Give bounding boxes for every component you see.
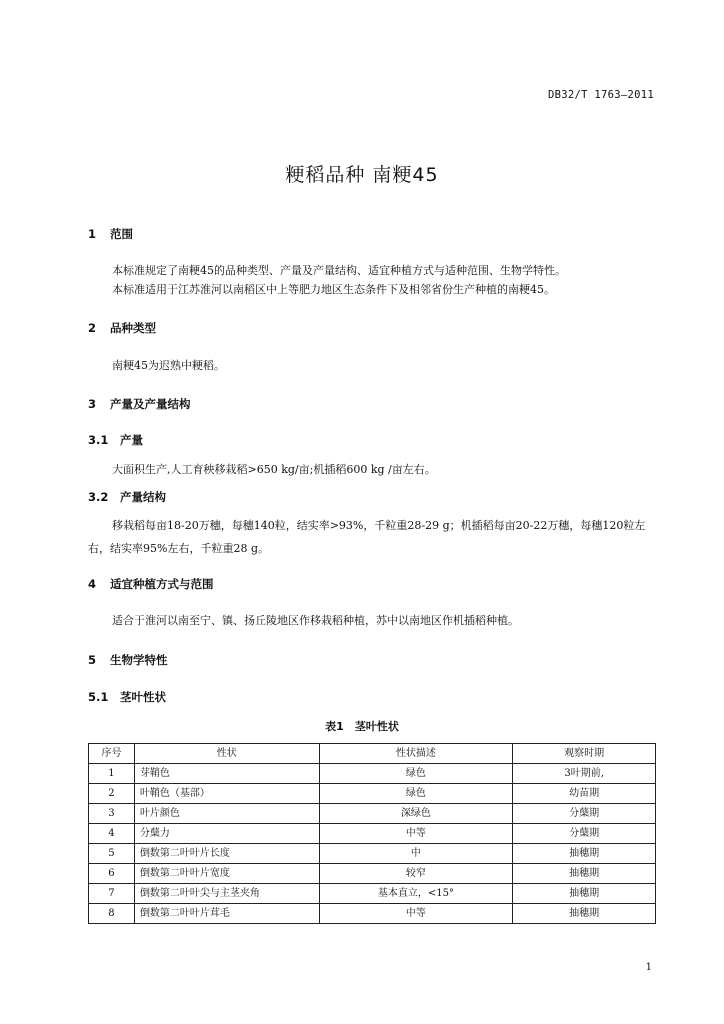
- column-header-trait: 性状: [134, 744, 319, 764]
- cell-observation-period: 抽穗期: [513, 864, 656, 884]
- section-title: 适宜种植方式与范围: [110, 577, 214, 591]
- cell-description: 基本直立，<15°: [319, 884, 513, 904]
- section-1-heading: [88, 226, 133, 242]
- section-title: 产量结构: [120, 490, 167, 504]
- section-number: 3: [88, 397, 97, 411]
- cell-description: 深绿色: [319, 804, 513, 824]
- cell-observation-period: 抽穗期: [513, 844, 656, 864]
- cell-trait: 倒数第二叶叶片茸毛: [134, 904, 319, 924]
- section-number: 3.2: [88, 490, 109, 504]
- cell-index: 4: [89, 824, 135, 844]
- section-2-heading: [88, 320, 156, 336]
- table-row: [89, 824, 656, 844]
- cell-description: 中等: [319, 824, 513, 844]
- section-4-heading: [88, 576, 214, 592]
- page-number: 1: [645, 962, 652, 973]
- cell-index: 8: [89, 904, 135, 924]
- cell-description: 绿色: [319, 764, 513, 784]
- cell-description: 中等: [319, 904, 513, 924]
- table-caption: 表1 茎叶性状: [325, 720, 399, 733]
- cell-index: 6: [89, 864, 135, 884]
- table-row: [89, 784, 656, 804]
- section-number: 5: [88, 653, 97, 667]
- section-3-1-paragraph-1: 大面积生产,人工育秧移栽稻>650 kg/亩;机插稻600 kg /亩左右。: [112, 463, 436, 476]
- section-title: 生物学特性: [110, 653, 168, 667]
- cell-observation-period: 抽穗期: [513, 884, 656, 904]
- cell-index: 7: [89, 884, 135, 904]
- table-header-row: [89, 744, 656, 764]
- standard-code: DB32/T 1763—2011: [548, 89, 654, 101]
- section-number: 3.1: [88, 433, 109, 447]
- cell-trait: 倒数第二叶叶片宽度: [134, 864, 319, 884]
- column-header-observation-period: 观察时期: [513, 744, 656, 764]
- cell-description: 绿色: [319, 784, 513, 804]
- section-title: 产量及产量结构: [110, 397, 191, 411]
- section-1-paragraph-2: 本标准适用于江苏淮河以南稻区中上等肥力地区生态条件下及相邻省份生产种植的南粳45。: [112, 283, 555, 296]
- section-3-2-paragraph-1: 移栽稻每亩18-20万穗，每穗140粒，结实率>93%，千粒重28-29 g；机插稻每亩20-22万穗，每穗120粒左右，结实率95%左右，千粒重28 g。: [88, 519, 646, 555]
- section-3-1-heading: [88, 432, 143, 448]
- section-2-paragraph-1: 南粳45为迟熟中粳稻。: [112, 359, 225, 372]
- cell-index: 3: [89, 804, 135, 824]
- section-number: 2: [88, 321, 97, 335]
- stem-leaf-traits-table: [88, 743, 656, 924]
- table-row: [89, 844, 656, 864]
- cell-observation-period: 分蘖期: [513, 824, 656, 844]
- cell-description: 中: [319, 844, 513, 864]
- section-title: 茎叶性状: [120, 690, 167, 704]
- cell-trait: 叶片颜色: [134, 804, 319, 824]
- cell-observation-period: 抽穗期: [513, 904, 656, 924]
- section-number: 4: [88, 577, 97, 591]
- cell-trait: 芽鞘色: [134, 764, 319, 784]
- section-4-paragraph-1: 适合于淮河以南至宁、镇、扬丘陵地区作移栽稻种植，苏中以南地区作机插稻种植。: [112, 614, 519, 627]
- column-header-index: 序号: [89, 744, 135, 764]
- table-row: [89, 804, 656, 824]
- cell-observation-period: 3叶期前,: [513, 764, 656, 784]
- section-title: 范围: [110, 227, 134, 241]
- cell-observation-period: 幼苗期: [513, 784, 656, 804]
- section-1-paragraph-1: 本标准规定了南粳45的品种类型、产量及产量结构、适宜种植方式与适种范围、生物学特性。: [112, 264, 566, 277]
- table-row: [89, 884, 656, 904]
- cell-trait: 叶鞘色（基部）: [134, 784, 319, 804]
- section-3-heading: [88, 396, 191, 412]
- section-3-2-heading: [88, 489, 166, 505]
- section-5-1-heading: [88, 689, 166, 705]
- table-row: [89, 764, 656, 784]
- column-header-description: 性状描述: [319, 744, 513, 764]
- table-row: [89, 864, 656, 884]
- table-row: [89, 904, 656, 924]
- cell-index: 5: [89, 844, 135, 864]
- section-title: 产量: [120, 433, 144, 447]
- cell-trait: 倒数第二叶叶片长度: [134, 844, 319, 864]
- cell-trait: 分蘖力: [134, 824, 319, 844]
- section-5-heading: [88, 652, 168, 668]
- cell-description: 较窄: [319, 864, 513, 884]
- section-number: 5.1: [88, 690, 109, 704]
- section-number: 1: [88, 227, 97, 241]
- cell-index: 2: [89, 784, 135, 804]
- section-title: 品种类型: [110, 321, 157, 335]
- cell-trait: 倒数第二叶叶尖与主茎夹角: [134, 884, 319, 904]
- cell-index: 1: [89, 764, 135, 784]
- cell-observation-period: 分蘖期: [513, 804, 656, 824]
- document-title: 粳稻品种 南粳45: [285, 164, 439, 186]
